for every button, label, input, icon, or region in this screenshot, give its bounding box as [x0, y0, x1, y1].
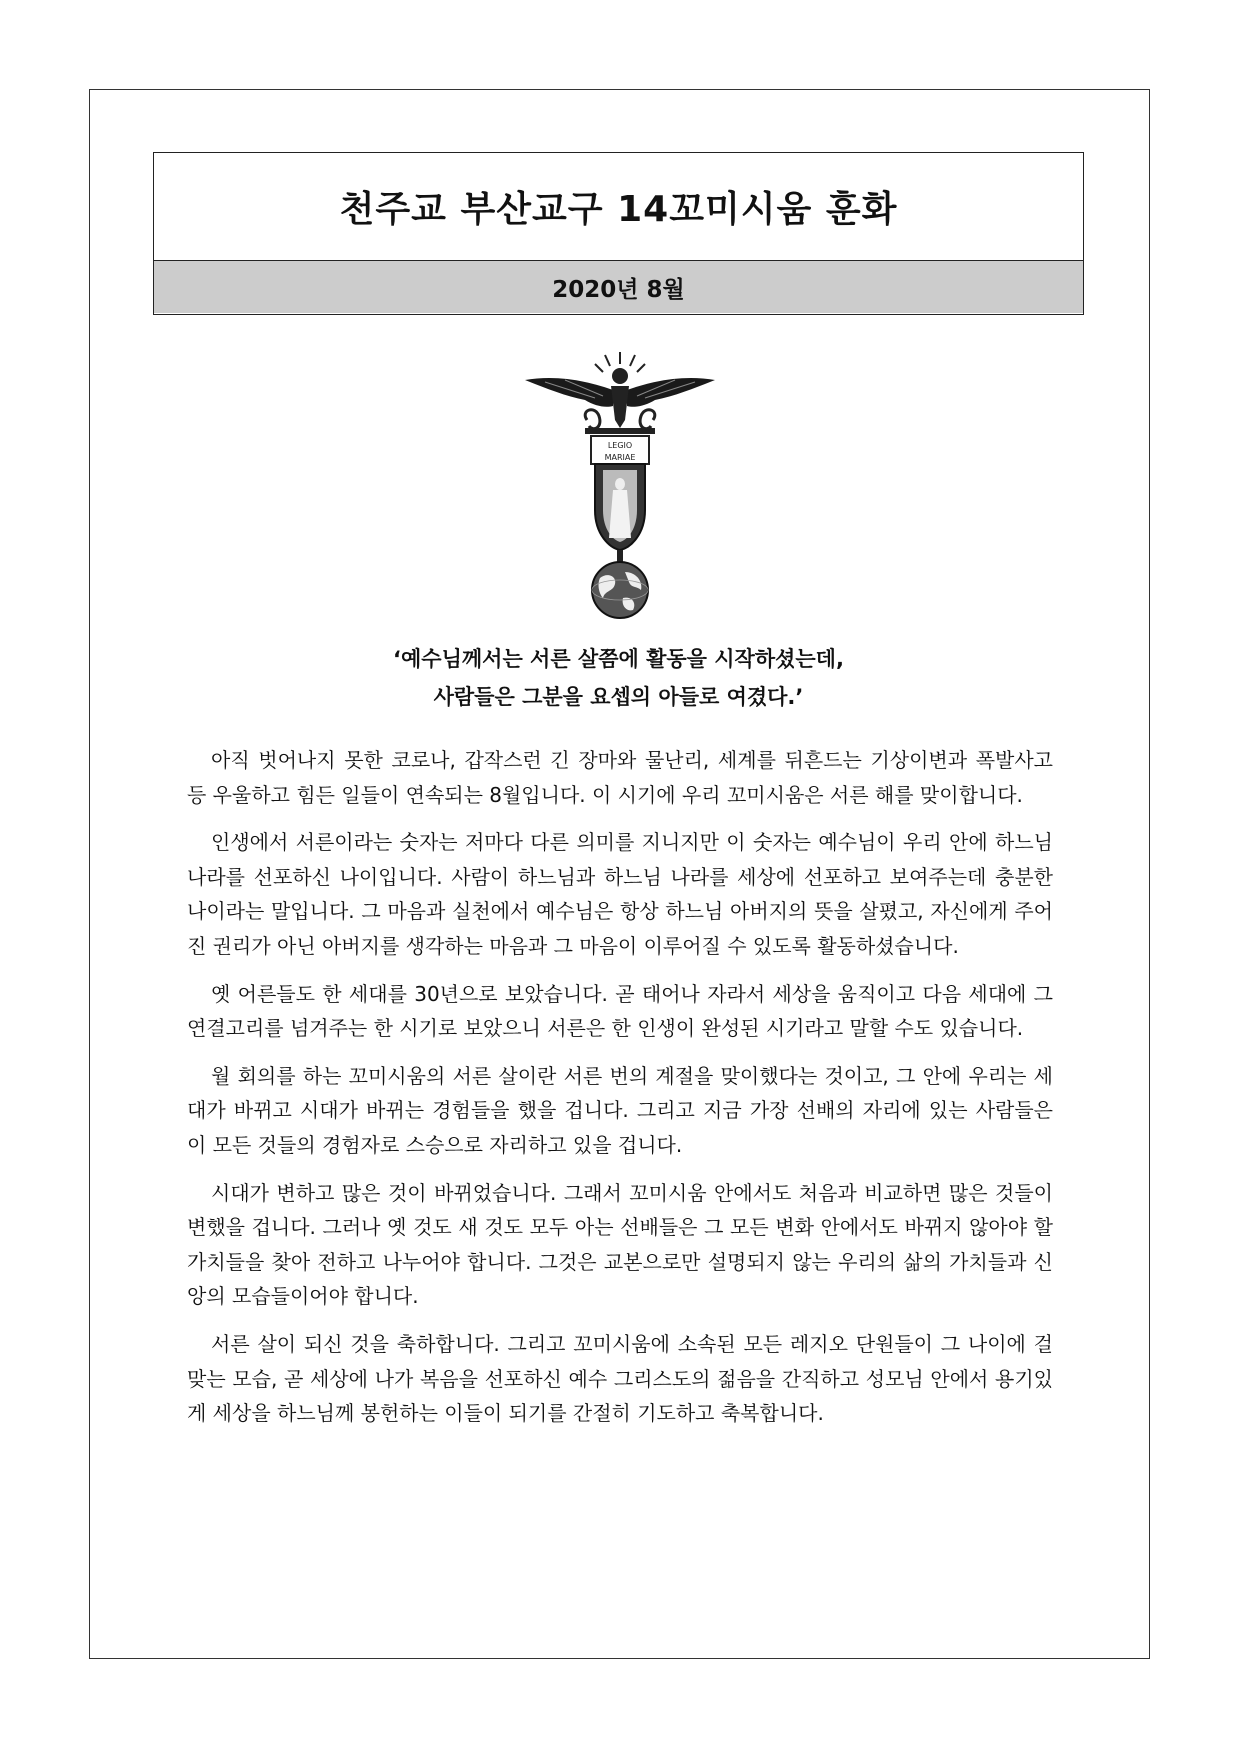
paragraph-4: 월 회의를 하는 꼬미시움의 서른 살이란 서른 번의 계절을 맞이했다는 것이고, 그 안에 우리는 세대가 바뀌고 시대가 바뀌는 경험들을 했을 겁니다. 그리고 지금 가장 선배의 자리에 있는 사람들은 이 모든 것들의 경험자로 스승으로 자리하고 있을 겁니다.	[187, 1063, 1053, 1157]
legio-mariae-emblem-icon	[525, 350, 715, 620]
header-box	[153, 152, 1084, 315]
emblem-text-mariae: MARIAE	[604, 453, 636, 462]
quote-line-2: 사람들은 그분을 요셉의 아들로 여겼다.’	[433, 685, 804, 709]
body-text	[187, 743, 1053, 1444]
paragraph-1: 아직 벗어나지 못한 코로나, 갑작스런 긴 장마와 물난리, 세계를 뒤흔드는 기상이변과 폭발사고 등 우울하고 힘든 일들이 연속되는 8월입니다. 이 시기에 우리 꼬미시움은 서른 해를 맞이합니다.	[187, 748, 1053, 807]
paragraph-3: 옛 어른들도 한 세대를 30년으로 보았습니다. 곧 태어나 자라서 세상을 움직이고 다음 세대에 그 연결고리를 넘겨주는 한 시기로 보았으니 서른은 한 인생이 완성된 시기라고 말할 수도 있습니다.	[187, 981, 1053, 1041]
document-date: 2020년 8월	[154, 261, 1083, 313]
emblem-text-legio: LEGIO	[607, 441, 633, 450]
document-title: 천주교 부산교구 14꼬미시움 훈화	[154, 153, 1083, 261]
quote-line-1: ‘예수님께서는 서른 살쯤에 활동을 시작하셨는데,	[393, 647, 844, 671]
quote-block	[153, 640, 1084, 716]
paragraph-5: 시대가 변하고 많은 것이 바뀌었습니다. 그래서 꼬미시움 안에서도 처음과 비교하면 많은 것들이 변했을 겁니다. 그러나 옛 것도 새 것도 모두 아는 선배들은 그 모든 변화 안에서도 바뀌지 않아야 할 가치들을 찾아 전하고 나누어야 합니다. 그것은 교본으로만 설명되지 않는 우리의 삶의 가치들과 신앙의 모습들이어야 합니다.	[187, 1180, 1053, 1309]
paragraph-2: 인생에서 서른이라는 숫자는 저마다 다른 의미를 지니지만 이 숫자는 예수님이 우리 안에 하느님 나라를 선포하신 나이입니다. 사람이 하느님과 하느님 나라를 세상에 선포하고 보여주는데 충분한 나이라는 말입니다. 그 마음과 실천에서 예수님은 항상 하느님 아버지의 뜻을 살폈고, 자신에게 주어진 권리가 아닌 아버지를 생각하는 마음과 그 마음이 이루어질 수 있도록 활동하셨습니다.	[187, 830, 1053, 958]
paragraph-6: 서른 살이 되신 것을 축하합니다. 그리고 꼬미시움에 소속된 모든 레지오 단원들이 그 나이에 걸맞는 모습, 곧 세상에 나가 복음을 선포하신 예수 그리스도의 젊음을 간직하고 성모님 안에서 용기있게 세상을 하느님께 봉헌하는 이들이 되기를 간절히 기도하고 축복합니다.	[187, 1331, 1053, 1426]
